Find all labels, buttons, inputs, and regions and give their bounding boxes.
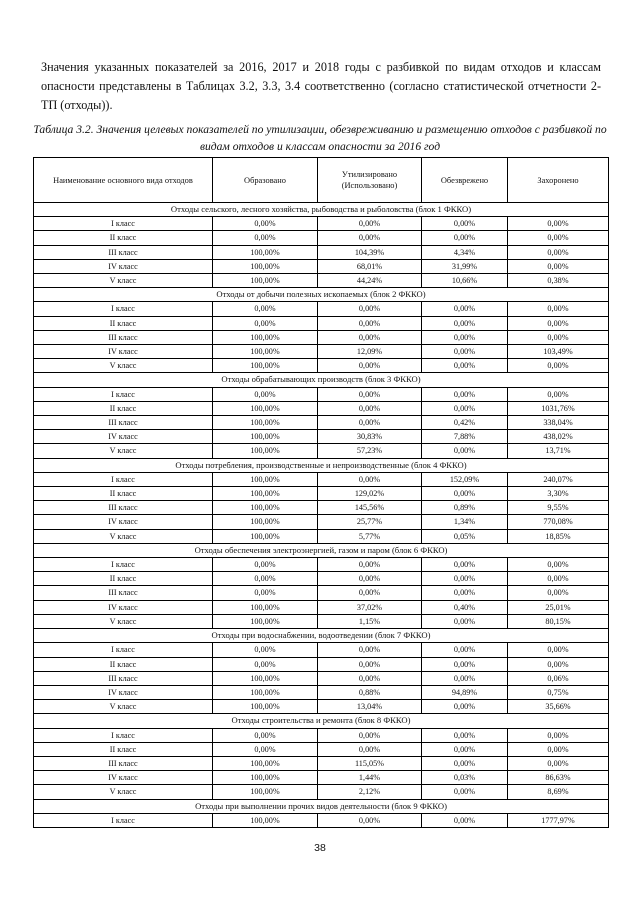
buried-cell: 0,38%	[508, 274, 609, 288]
neutralized-cell: 0,00%	[422, 387, 508, 401]
table-row	[34, 685, 609, 699]
neutralized-cell: 94,89%	[422, 685, 508, 699]
buried-cell: 8,69%	[508, 785, 609, 799]
hazard-class-cell: V класс	[34, 700, 213, 714]
generated-cell: 0,00%	[213, 302, 318, 316]
neutralized-cell: 0,00%	[422, 558, 508, 572]
buried-cell: 35,66%	[508, 700, 609, 714]
buried-cell: 0,00%	[508, 387, 609, 401]
hazard-class-cell: III класс	[34, 501, 213, 515]
table-header-row	[34, 158, 609, 203]
neutralized-cell: 0,40%	[422, 600, 508, 614]
generated-cell: 100,00%	[213, 401, 318, 415]
table-row	[34, 643, 609, 657]
hazard-class-cell: III класс	[34, 586, 213, 600]
hazard-class-cell: III класс	[34, 330, 213, 344]
hazard-class-cell: I класс	[34, 217, 213, 231]
group-header-row	[34, 288, 609, 302]
header-utilized: Утилизировано (Использовано)	[318, 158, 422, 203]
utilized-cell: 0,00%	[318, 401, 422, 415]
group-title: Отходы обрабатывающих производств (блок 3 ФККО)	[34, 373, 609, 387]
generated-cell: 100,00%	[213, 444, 318, 458]
hazard-class-cell: II класс	[34, 742, 213, 756]
utilized-cell: 30,83%	[318, 430, 422, 444]
generated-cell: 100,00%	[213, 330, 318, 344]
generated-cell: 0,00%	[213, 742, 318, 756]
hazard-class-cell: IV класс	[34, 430, 213, 444]
utilized-cell: 25,77%	[318, 515, 422, 529]
header-generated: Образовано	[213, 158, 318, 203]
hazard-class-cell: III класс	[34, 245, 213, 259]
utilized-cell: 0,00%	[318, 217, 422, 231]
utilized-cell: 0,00%	[318, 302, 422, 316]
table-row	[34, 316, 609, 330]
buried-cell: 103,49%	[508, 345, 609, 359]
header-waste-type: Наименование основного вида отходов	[34, 158, 213, 203]
buried-cell: 0,75%	[508, 685, 609, 699]
table-row	[34, 444, 609, 458]
table-row	[34, 274, 609, 288]
buried-cell: 0,00%	[508, 643, 609, 657]
utilized-cell: 0,00%	[318, 472, 422, 486]
neutralized-cell: 0,00%	[422, 444, 508, 458]
generated-cell: 100,00%	[213, 416, 318, 430]
utilized-cell: 0,00%	[318, 742, 422, 756]
neutralized-cell: 0,00%	[422, 487, 508, 501]
generated-cell: 100,00%	[213, 245, 318, 259]
table-row	[34, 813, 609, 827]
neutralized-cell: 0,00%	[422, 643, 508, 657]
buried-cell: 438,02%	[508, 430, 609, 444]
table-row	[34, 302, 609, 316]
table-row	[34, 756, 609, 770]
buried-cell: 0,00%	[508, 572, 609, 586]
utilized-cell: 0,00%	[318, 657, 422, 671]
buried-cell: 0,00%	[508, 586, 609, 600]
buried-cell: 86,63%	[508, 771, 609, 785]
intro-paragraph: Значения указанных показателей за 2016, 2017 и 2018 годы с разбивкой по видам отходов и классам опасности представлены в Таблицах 3.2, 3.3, 3.4 соответственно (согласно статистической отчетности 2-ТП (отходы)).	[41, 60, 601, 112]
generated-cell: 0,00%	[213, 643, 318, 657]
neutralized-cell: 0,00%	[422, 330, 508, 344]
neutralized-cell: 0,00%	[422, 586, 508, 600]
generated-cell: 0,00%	[213, 586, 318, 600]
table-row	[34, 700, 609, 714]
table-row	[34, 345, 609, 359]
hazard-class-cell: IV класс	[34, 515, 213, 529]
generated-cell: 100,00%	[213, 600, 318, 614]
page-number: 38	[314, 842, 326, 854]
buried-cell: 3,30%	[508, 487, 609, 501]
generated-cell: 100,00%	[213, 487, 318, 501]
neutralized-cell: 0,00%	[422, 231, 508, 245]
hazard-class-cell: V класс	[34, 614, 213, 628]
neutralized-cell: 4,34%	[422, 245, 508, 259]
neutralized-cell: 152,09%	[422, 472, 508, 486]
hazard-class-cell: IV класс	[34, 600, 213, 614]
generated-cell: 100,00%	[213, 756, 318, 770]
group-title: Отходы при водоснабжении, водоотведении (блок 7 ФККО)	[34, 629, 609, 643]
neutralized-cell: 0,89%	[422, 501, 508, 515]
generated-cell: 100,00%	[213, 472, 318, 486]
generated-cell: 100,00%	[213, 785, 318, 799]
neutralized-cell: 0,00%	[422, 302, 508, 316]
buried-cell: 0,00%	[508, 657, 609, 671]
utilized-cell: 0,00%	[318, 330, 422, 344]
buried-cell: 0,00%	[508, 302, 609, 316]
hazard-class-cell: I класс	[34, 387, 213, 401]
hazard-class-cell: I класс	[34, 302, 213, 316]
hazard-class-cell: V класс	[34, 785, 213, 799]
neutralized-cell: 0,00%	[422, 657, 508, 671]
utilized-cell: 0,00%	[318, 387, 422, 401]
utilized-cell: 44,24%	[318, 274, 422, 288]
generated-cell: 100,00%	[213, 771, 318, 785]
neutralized-cell: 0,00%	[422, 614, 508, 628]
table-row	[34, 231, 609, 245]
table-row	[34, 785, 609, 799]
utilized-cell: 0,00%	[318, 359, 422, 373]
utilized-cell: 129,02%	[318, 487, 422, 501]
generated-cell: 100,00%	[213, 685, 318, 699]
hazard-class-cell: I класс	[34, 558, 213, 572]
generated-cell: 0,00%	[213, 387, 318, 401]
table-row	[34, 217, 609, 231]
neutralized-cell: 10,66%	[422, 274, 508, 288]
neutralized-cell: 0,00%	[422, 217, 508, 231]
hazard-class-cell: IV класс	[34, 771, 213, 785]
group-header-row	[34, 373, 609, 387]
buried-cell: 0,00%	[508, 558, 609, 572]
table-row	[34, 330, 609, 344]
utilized-cell: 0,00%	[318, 728, 422, 742]
table-row	[34, 771, 609, 785]
group-header-row	[34, 629, 609, 643]
neutralized-cell: 0,00%	[422, 572, 508, 586]
utilized-cell: 0,00%	[318, 416, 422, 430]
neutralized-cell: 0,00%	[422, 700, 508, 714]
table-row	[34, 742, 609, 756]
buried-cell: 0,00%	[508, 231, 609, 245]
utilized-cell: 145,56%	[318, 501, 422, 515]
generated-cell: 0,00%	[213, 316, 318, 330]
neutralized-cell: 0,00%	[422, 742, 508, 756]
table-row	[34, 657, 609, 671]
table-row	[34, 259, 609, 273]
table-row	[34, 487, 609, 501]
buried-cell: 0,00%	[508, 359, 609, 373]
utilized-cell: 57,23%	[318, 444, 422, 458]
table-row	[34, 558, 609, 572]
utilized-cell: 68,01%	[318, 259, 422, 273]
group-header-row	[34, 799, 609, 813]
table-row	[34, 387, 609, 401]
table-row	[34, 501, 609, 515]
table-body	[34, 203, 609, 828]
buried-cell: 240,07%	[508, 472, 609, 486]
neutralized-cell: 31,99%	[422, 259, 508, 273]
generated-cell: 100,00%	[213, 274, 318, 288]
buried-cell: 80,15%	[508, 614, 609, 628]
buried-cell: 0,00%	[508, 259, 609, 273]
neutralized-cell: 0,00%	[422, 728, 508, 742]
utilized-cell: 0,00%	[318, 572, 422, 586]
hazard-class-cell: V класс	[34, 359, 213, 373]
utilized-cell: 37,02%	[318, 600, 422, 614]
hazard-class-cell: III класс	[34, 416, 213, 430]
utilized-cell: 5,77%	[318, 529, 422, 543]
utilized-cell: 13,04%	[318, 700, 422, 714]
table-row	[34, 572, 609, 586]
buried-cell: 0,00%	[508, 217, 609, 231]
header-neutralized: Обезврежено	[422, 158, 508, 203]
buried-cell: 18,85%	[508, 529, 609, 543]
neutralized-cell: 1,34%	[422, 515, 508, 529]
table-row	[34, 401, 609, 415]
neutralized-cell: 0,05%	[422, 529, 508, 543]
buried-cell: 9,55%	[508, 501, 609, 515]
neutralized-cell: 0,03%	[422, 771, 508, 785]
targets-table	[33, 157, 609, 828]
utilized-cell: 115,05%	[318, 756, 422, 770]
generated-cell: 100,00%	[213, 671, 318, 685]
buried-cell: 13,71%	[508, 444, 609, 458]
table-row	[34, 529, 609, 543]
hazard-class-cell: V класс	[34, 529, 213, 543]
hazard-class-cell: II класс	[34, 657, 213, 671]
generated-cell: 100,00%	[213, 515, 318, 529]
neutralized-cell: 0,42%	[422, 416, 508, 430]
hazard-class-cell: I класс	[34, 813, 213, 827]
utilized-cell: 1,44%	[318, 771, 422, 785]
table-caption: Таблица 3.2. Значения целевых показателей по утилизации, обезвреживанию и размещению отходов с разбивкой по видам отходов и классам опасности за 2016 год	[33, 123, 607, 153]
hazard-class-cell: III класс	[34, 671, 213, 685]
group-title: Отходы сельского, лесного хозяйства, рыбоводства и рыболовства (блок 1 ФККО)	[34, 203, 609, 217]
utilized-cell: 0,00%	[318, 643, 422, 657]
neutralized-cell: 0,00%	[422, 316, 508, 330]
hazard-class-cell: V класс	[34, 274, 213, 288]
utilized-cell: 104,39%	[318, 245, 422, 259]
buried-cell: 0,00%	[508, 742, 609, 756]
neutralized-cell: 0,00%	[422, 756, 508, 770]
generated-cell: 0,00%	[213, 558, 318, 572]
generated-cell: 0,00%	[213, 217, 318, 231]
neutralized-cell: 0,00%	[422, 359, 508, 373]
generated-cell: 0,00%	[213, 572, 318, 586]
hazard-class-cell: II класс	[34, 231, 213, 245]
buried-cell: 0,06%	[508, 671, 609, 685]
hazard-class-cell: I класс	[34, 643, 213, 657]
neutralized-cell: 7,88%	[422, 430, 508, 444]
buried-cell: 0,00%	[508, 728, 609, 742]
buried-cell: 0,00%	[508, 316, 609, 330]
generated-cell: 0,00%	[213, 657, 318, 671]
hazard-class-cell: II класс	[34, 572, 213, 586]
table-row	[34, 586, 609, 600]
buried-cell: 1777,97%	[508, 813, 609, 827]
generated-cell: 100,00%	[213, 345, 318, 359]
utilized-cell: 2,12%	[318, 785, 422, 799]
utilized-cell: 0,00%	[318, 231, 422, 245]
generated-cell: 0,00%	[213, 231, 318, 245]
hazard-class-cell: IV класс	[34, 345, 213, 359]
table-row	[34, 515, 609, 529]
buried-cell: 0,00%	[508, 330, 609, 344]
utilized-cell: 0,88%	[318, 685, 422, 699]
utilized-cell: 0,00%	[318, 586, 422, 600]
buried-cell: 25,01%	[508, 600, 609, 614]
neutralized-cell: 0,00%	[422, 671, 508, 685]
hazard-class-cell: IV класс	[34, 259, 213, 273]
group-title: Отходы строительства и ремонта (блок 8 ФККО)	[34, 714, 609, 728]
generated-cell: 100,00%	[213, 501, 318, 515]
generated-cell: 100,00%	[213, 259, 318, 273]
group-title: Отходы потребления, производственные и непроизводственные (блок 4 ФККО)	[34, 458, 609, 472]
neutralized-cell: 0,00%	[422, 345, 508, 359]
generated-cell: 100,00%	[213, 359, 318, 373]
buried-cell: 338,04%	[508, 416, 609, 430]
generated-cell: 100,00%	[213, 614, 318, 628]
utilized-cell: 0,00%	[318, 813, 422, 827]
table-row	[34, 614, 609, 628]
buried-cell: 0,00%	[508, 245, 609, 259]
table-row	[34, 245, 609, 259]
generated-cell: 100,00%	[213, 430, 318, 444]
hazard-class-cell: III класс	[34, 756, 213, 770]
group-title: Отходы обеспечения электроэнергией, газом и паром (блок 6 ФККО)	[34, 543, 609, 557]
generated-cell: 100,00%	[213, 700, 318, 714]
generated-cell: 100,00%	[213, 813, 318, 827]
group-title: Отходы при выполнении прочих видов деятельности (блок 9 ФККО)	[34, 799, 609, 813]
hazard-class-cell: II класс	[34, 487, 213, 501]
group-header-row	[34, 203, 609, 217]
header-buried: Захоронено	[508, 158, 609, 203]
hazard-class-cell: V класс	[34, 444, 213, 458]
neutralized-cell: 0,00%	[422, 785, 508, 799]
buried-cell: 1031,76%	[508, 401, 609, 415]
buried-cell: 770,08%	[508, 515, 609, 529]
neutralized-cell: 0,00%	[422, 401, 508, 415]
hazard-class-cell: II класс	[34, 316, 213, 330]
utilized-cell: 12,09%	[318, 345, 422, 359]
table-row	[34, 430, 609, 444]
buried-cell: 0,00%	[508, 756, 609, 770]
utilized-cell: 0,00%	[318, 316, 422, 330]
table-row	[34, 416, 609, 430]
table-row	[34, 359, 609, 373]
hazard-class-cell: IV класс	[34, 685, 213, 699]
utilized-cell: 0,00%	[318, 671, 422, 685]
hazard-class-cell: II класс	[34, 401, 213, 415]
table-row	[34, 600, 609, 614]
group-title: Отходы от добычи полезных ископаемых (блок 2 ФККО)	[34, 288, 609, 302]
table-row	[34, 671, 609, 685]
generated-cell: 100,00%	[213, 529, 318, 543]
group-header-row	[34, 458, 609, 472]
utilized-cell: 0,00%	[318, 558, 422, 572]
table-row	[34, 728, 609, 742]
neutralized-cell: 0,00%	[422, 813, 508, 827]
group-header-row	[34, 543, 609, 557]
hazard-class-cell: I класс	[34, 472, 213, 486]
generated-cell: 0,00%	[213, 728, 318, 742]
utilized-cell: 1,15%	[318, 614, 422, 628]
group-header-row	[34, 714, 609, 728]
hazard-class-cell: I класс	[34, 728, 213, 742]
table-row	[34, 472, 609, 486]
